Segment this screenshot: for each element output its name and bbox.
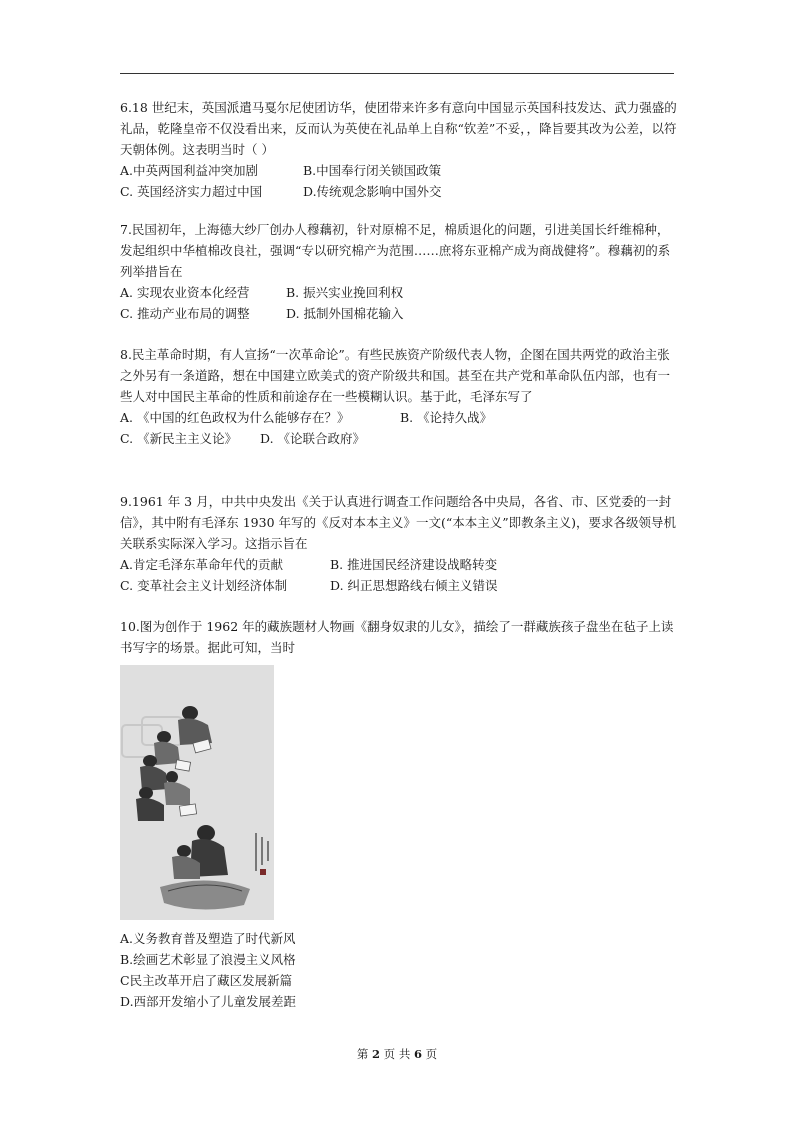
footer-prefix: 第 bbox=[356, 1047, 372, 1061]
question-9 bbox=[120, 491, 680, 596]
page-footer bbox=[0, 1046, 794, 1062]
option-b[interactable]: B. 《论持久战》 bbox=[400, 410, 493, 425]
question-7-options-row-1 bbox=[120, 282, 680, 303]
question-10 bbox=[120, 616, 680, 658]
question-9-options-row-2 bbox=[120, 575, 680, 596]
question-8-options-row-1 bbox=[120, 407, 680, 428]
option-a[interactable]: A.肯定毛泽东革命年代的贡献 bbox=[120, 557, 284, 572]
header-rule bbox=[120, 73, 674, 74]
footer-middle: 页 共 bbox=[380, 1047, 414, 1061]
option-a[interactable]: A. 《中国的红色政权为什么能够存在？》 bbox=[120, 410, 350, 425]
total-pages: 6 bbox=[413, 1047, 422, 1061]
option-d[interactable]: D. 纠正思想路线右倾主义错误 bbox=[330, 578, 498, 593]
option-c[interactable]: C. 变革社会主义计划经济体制 bbox=[120, 578, 288, 593]
option-d[interactable]: D. 《论联合政府》 bbox=[260, 431, 366, 446]
painting-illustration bbox=[120, 665, 274, 920]
question-10-stem: 10.图为创作于 1962 年的藏族题材人物画《翻身奴隶的儿女》，描绘了一群藏族孩子盘坐在毡子上读书写字的场景。据此可知，当时 bbox=[120, 619, 674, 655]
option-d[interactable]: D.传统观念影响中国外交 bbox=[303, 184, 442, 199]
seal-stamp bbox=[260, 869, 266, 875]
question-6-stem: 6.18 世纪末，英国派遣马戛尔尼使团访华，使团带来许多有意向中国显示英国科技发达、武力强盛的礼品，乾隆皇帝不仅没看出来，反而认为英使在礼品单上自称“钦差”不妥，，降旨要其改为公差，以符天朝体例。这表明当时（ ） bbox=[120, 100, 677, 157]
footer-suffix: 页 bbox=[422, 1047, 438, 1061]
question-6-options-row-1 bbox=[120, 160, 680, 181]
question-10-options bbox=[120, 928, 680, 1012]
question-6 bbox=[120, 97, 680, 202]
question-8-options-row-2 bbox=[120, 428, 680, 449]
option-d[interactable]: D.西部开发缩小了儿童发展差距 bbox=[120, 994, 297, 1009]
question-9-options-row-1 bbox=[120, 554, 680, 575]
option-a[interactable]: A.中英两国利益冲突加剧 bbox=[120, 163, 259, 178]
question-8 bbox=[120, 344, 680, 449]
question-7 bbox=[120, 219, 680, 324]
question-7-options-row-2 bbox=[120, 303, 680, 324]
current-page: 2 bbox=[372, 1047, 381, 1061]
option-d[interactable]: D. 抵制外国棉花输入 bbox=[286, 306, 404, 321]
option-c[interactable]: C. 推动产业布局的调整 bbox=[120, 306, 250, 321]
option-b[interactable]: B. 推进国民经济建设战略转变 bbox=[330, 557, 498, 572]
option-b[interactable]: B.绘画艺术彰显了浪漫主义风格 bbox=[120, 952, 296, 967]
question-8-stem: 8.民主革命时期，有人宣扬“一次革命论”。有些民族资产阶级代表人物，企图在国共两党的政治主张之外另有一条道路，想在中国建立欧美式的资产阶级共和国。甚至在共产党和革命队伍内部，也有一些人对中国民主革命的性质和前途存在一些模糊认识。基于此，毛泽东写了 bbox=[120, 347, 671, 404]
question-7-stem: 7.民国初年，上海德大纱厂创办人穆藕初，针对原棉不足，棉质退化的问题，引进美国长纤维棉种，发起组织中华植棉改良社，强调“专以研究棉产为范围……庶将东亚棉产成为商战健将”。穆藕初的系列举措旨在 bbox=[120, 222, 671, 279]
option-a[interactable]: A. 实现农业资本化经营 bbox=[120, 285, 250, 300]
option-c[interactable]: C. 《新民主主义论》 bbox=[120, 431, 238, 446]
option-c[interactable]: C. 英国经济实力超过中国 bbox=[120, 184, 263, 199]
option-b[interactable]: B.中国奉行闭关锁国政策 bbox=[303, 163, 442, 178]
option-c[interactable]: C民主改革开启了藏区发展新篇 bbox=[120, 973, 293, 988]
question-6-options-row-2 bbox=[120, 181, 680, 202]
question-9-stem: 9.1961 年 3 月，中共中央发出《关于认真进行调查工作问题给各中央局，各省、市、区党委的一封信》，其中附有毛泽东 1930 年写的《反对本本主义》一文(“本本主义”即教条主义)，要求各级领导机关联系实际深入学习。这指示旨在 bbox=[120, 494, 677, 551]
option-b[interactable]: B. 振兴实业挽回利权 bbox=[286, 285, 404, 300]
option-a[interactable]: A.义务教育普及塑造了时代新风 bbox=[120, 931, 296, 946]
